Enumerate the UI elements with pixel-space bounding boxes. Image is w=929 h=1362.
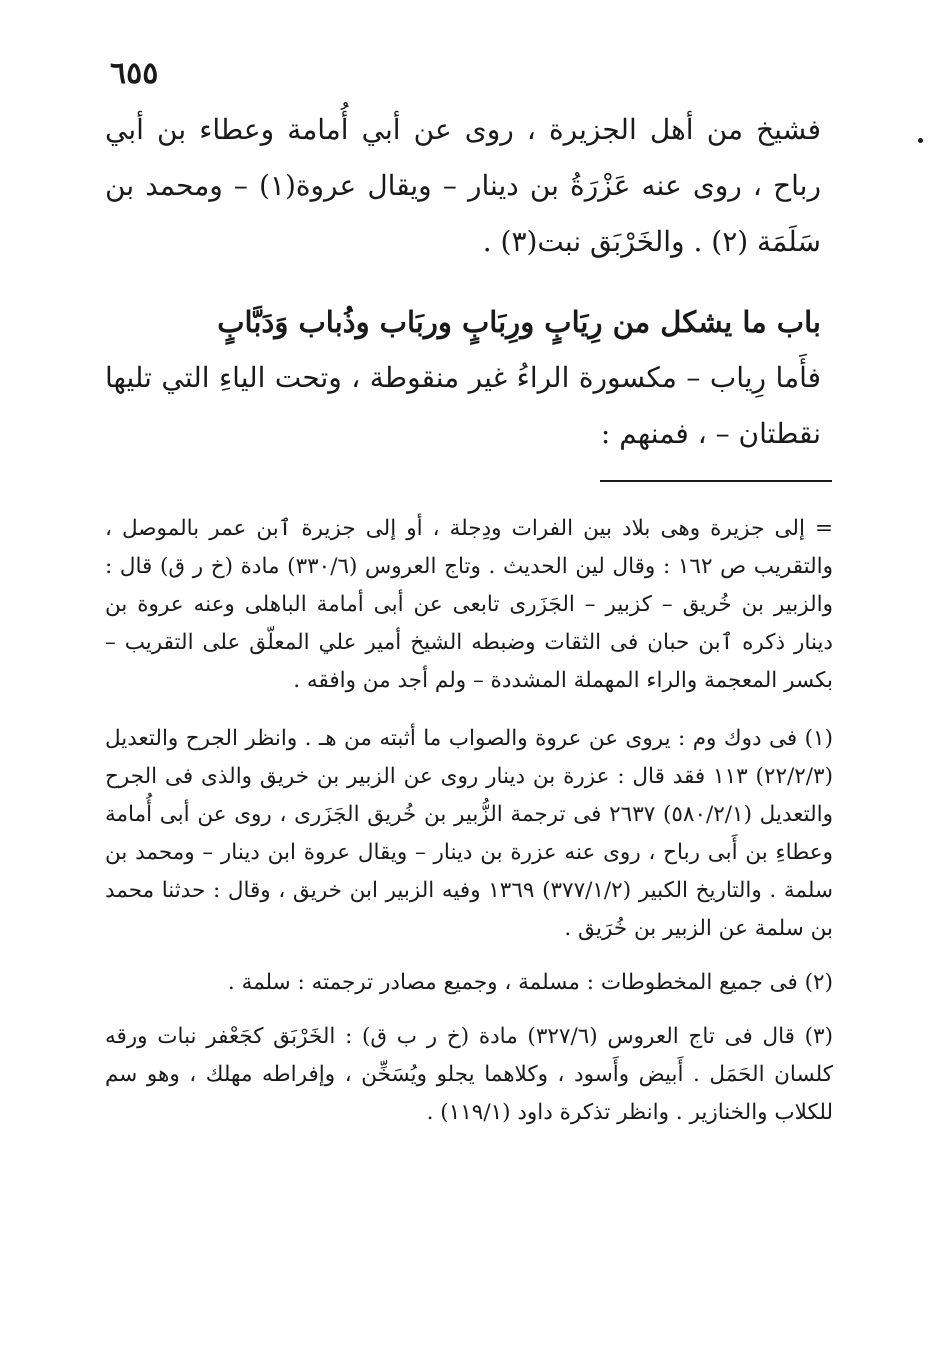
margin-dot bbox=[918, 138, 923, 143]
footnote-1: (١) فى دوك وم : يروى عن عروة والصواب ما أثبته من هـ . وانظر الجرح والتعديل (٢٢/٢/٣) ١١٣ فقد قال : عزرة بن دينار روى عن الزبير بن خريق والذى فى الجرح والتعديل (٥٨٠/٢/١) ٢٦٣٧ فى ترجمة الزُّبير بن خُريق الجَزَرى ، روى عن أبى أُمامة وعطاءِ بن أَبى رباح ، روى عنه عزرة بن دينار – ويقال عروة ابن دينار – ومحمد بن سلمة . والتاريخ الكبير (٣٧٧/١/٢) ١٣٦٩ وفيه الزبير ابن خريق ، وقال : حدثنا محمد بن سلمة عن الزبير بن خُرَيق . bbox=[105, 726, 833, 941]
section-heading: باب ما يشكل من رِيَابٍ ورِبَابٍ وربَاب وذُباب وَدَبَّابٍ bbox=[217, 305, 821, 339]
footnote-continued: = إلى جزيرة وهى بلاد بين الفرات ودِجلة ، أو إلى جزيرة ٱبن عمر بالموصل ، والتقريب ص ١٦٢ : وقال لين الحديث . وتاج العروس (٣٣٠/٦) مادة (خ ر ق) قال : والزبير بن خُريق – كزبير – الجَزَرى تابعى عن أبى أمامة الباهلى وعنه عروة بن دينار ذكره ٱبن حبان فى الثقات وضبطه الشيخ أمير علي المعلّق على التقريب – بكسر المعجمة والراء المهملة المشددة – ولم أجد من وافقه . bbox=[105, 516, 834, 693]
main-paragraph-2: فأَما رِياب – مكسورة الراءُ غير منقوطة ، وتحت الياءِ التي تليها نقطتان – ، فمنهم : bbox=[105, 361, 821, 450]
footnote-2: (٢) فى جميع المخطوطات : مسلمة ، وجميع مصادر ترجمته : سلمة . bbox=[227, 970, 833, 995]
page-number: ٦٥٥ bbox=[110, 56, 159, 91]
footnote-separator bbox=[600, 480, 832, 482]
footnote-3: (٣) قال فى تاج العروس (٣٢٧/٦) مادة (خ ر ب ق) : الخَرْبَق كجَعْفر نبات ورقه كلسان الحَمَل . أَبيض وأَسود ، وكلاهما يجلو ويُسَخِّن ، وإفراطه مهلك ، وهو سم للكلاب والخنازير . وانظر تذكرة داود (١١٩/١) . bbox=[105, 1024, 833, 1125]
main-text bbox=[105, 102, 821, 462]
main-paragraph-1: فشيخ من أهل الجزيرة ، روى عن أبي أُمامة وعطاء بن أبي رباح ، روى عنه عَزْرَةُ بن دينار – ويقال عروة(١) – ومحمد بن سَلَمَة (٢) . والخَرْبَق نبت(٣) . bbox=[105, 113, 821, 258]
footnotes bbox=[105, 510, 833, 1132]
